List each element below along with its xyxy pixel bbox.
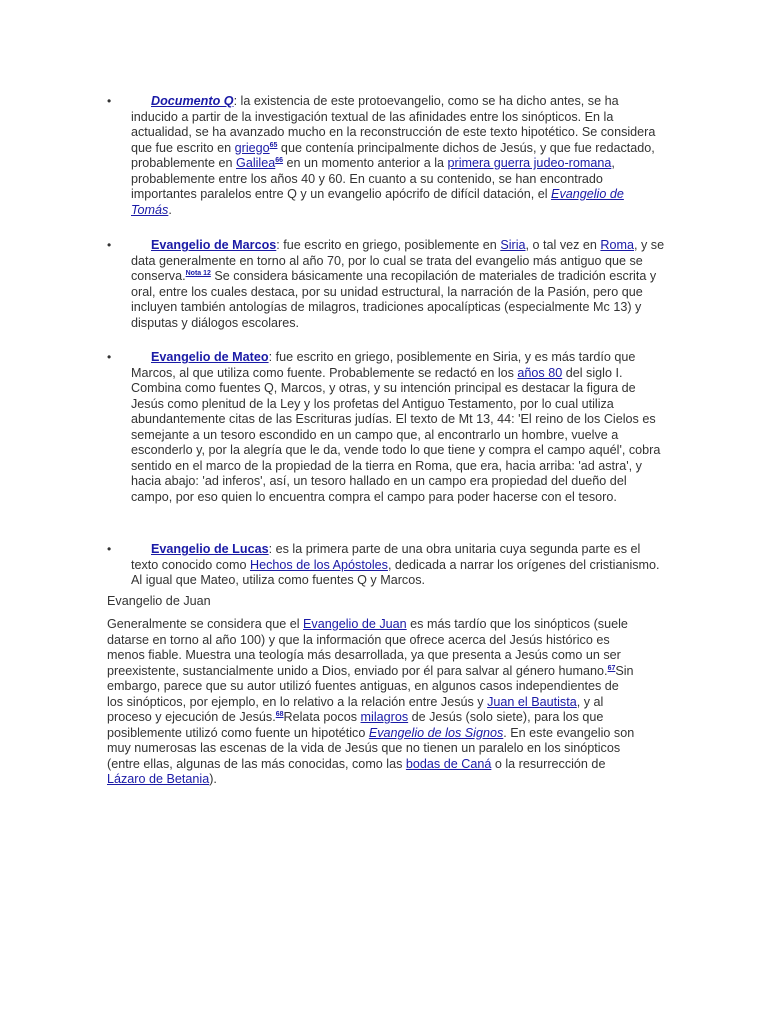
bullet: •	[107, 542, 112, 556]
bullet: •	[107, 94, 112, 108]
list-item-evangelio-de-marcos	[107, 238, 667, 331]
link-juan-el-bautista[interactable]: Juan el Bautista	[487, 694, 577, 709]
body-paragraph: Generalmente se considera que el Evangelio de Juan es más tardío que los sinópticos (suele datarse en torno al año 100) y que la información que ofrece acerca del Jesús histórico es menos fiable. Muestra una teología más desarrollada, ya que presenta a Jesús como un ser preexistente, sustancialmente unido a Dios, enviado por él para salvar al género humano.$^{67}$Sin embargo, parece que su autor utilizó fuentes antiguas, en algunos casos independientes de los sinópticos, por ejemplo, en lo relativo a la relación entre Jesús y Juan el Bautista, y al proceso y ejecución de Jesús.$^{68}$Relata pocos milagros de Jesús (solo siete), para los que posiblemente utilizó como fuente un hipotético Evangelio de los Signos. En este evangelio son muy numerosas las escenas de la vida de Jesús que no tienen un paralelo en los sinópticos (entre ellas, algunas de las más conocidas, como las bodas de Caná o la resurrección de Lázaro de Betania).	[107, 617, 635, 786]
bullet: •	[107, 350, 112, 364]
list-item-documento-q	[107, 94, 667, 218]
footnote-ref[interactable]: 66	[275, 157, 284, 164]
link-milagros[interactable]: milagros	[360, 710, 409, 724]
list-item-evangelio-de-mateo	[107, 350, 667, 505]
footnote-ref[interactable]: 65	[269, 141, 278, 149]
bullet: •	[107, 238, 112, 252]
link-evangelio-de-mateo[interactable]: Evangelio de Mateo	[151, 350, 269, 364]
link-primera-guerra-judeo-romana[interactable]: primera guerra judeo-romana	[447, 156, 612, 170]
link-siria[interactable]: Siria	[500, 238, 526, 252]
list-item-text: Evangelio de Lucas: es la primera parte de una obra unitaria cuya segunda parte es el texto conocido como Hechos de los Apóstoles, dedicada a narrar los orígenes del cristianismo. Al igual que Mateo, utiliza como fuentes Q y Marcos.	[131, 542, 660, 587]
section-heading: Evangelio de Juan	[107, 594, 211, 608]
link-hechos-de-los-apostoles[interactable]: Hechos de los Apóstoles	[250, 557, 388, 572]
link-roma[interactable]: Roma	[600, 238, 635, 252]
list-item-text: Documento Q: la existencia de este protoevangelio, como se ha dicho antes, se ha inducido a partir de la investigación textual de las afinidades entre los sinópticos. En la actualidad, se ha avanzado mucho en la reconstrucción de este texto hipotético. Se considera que fue escrito en griego$^{65}$ que contenía principalmente dichos de Jesús, y que fue redactado, probablemente en Galilea$^{66}$ en un momento anterior a la primera guerra judeo-romana, probablemente entre los años 40 y 60. En cuanto a su contenido, se han encontrado importantes paralelos entre Q y un evangelio apócrifo de difícil datación, el Evangelio de Tomás.	[131, 94, 656, 217]
link-evangelio-de-los-signos[interactable]: Evangelio de los Signos	[368, 725, 504, 740]
link-documento-q[interactable]: Documento Q	[151, 94, 234, 108]
list-item-text: Evangelio de Mateo: fue escrito en griego, posiblemente en Siria, y es más tardío que Marcos, al que utiliza como fuente. Probablemente se redactó en los años 80 del siglo I. Combina como fuentes Q, Marcos, y otras, y su intención principal es destacar la figura de Jesús como plenitud de la Ley y los profetas del Antiguo Testamento, por lo cual utiliza abundantemente citas de las Escrituras judías. El texto de Mt 13, 44: 'El reino de los Cielos es semejante a un tesoro escondido en un campo que, al encontrarlo un hombre, vuelve a esconderlo y, por la alegría que le da, vende todo lo que tiene y compra el campo aquél', cobra sentido en el marco de la propiedad de la tierra en Roma, que era, hacia arriba: 'ad astra', y hacia abajo: 'ad inferos', así, un tesoro hallado en un campo era propiedad del dueño del campo, por eso quien lo encuentra compra el campo para poder hacerse con el tesoro.	[131, 350, 661, 504]
footnote-ref[interactable]: 67	[607, 664, 616, 672]
list-item-text: Evangelio de Marcos: fue escrito en griego, posiblemente en Siria, o tal vez en Roma, y se data generalmente en torno al año 70, por lo cual se trata del evangelio más antiguo que se conserva.$^{Nota 12}$ Se considera básicamente una recopilación de materiales de tradición escrita y oral, entre los cuales destaca, por su unidad estructural, la narración de la Pasión, pero que incluyen también antologías de milagros, tradiciones apocalípticas (especialmente Mc 13) y disputas y diálogos escolares.	[131, 238, 665, 330]
link-evangelio-de-marcos[interactable]: Evangelio de Marcos	[151, 238, 277, 252]
note-ref[interactable]: Nota 12	[185, 270, 211, 277]
link-anos-80[interactable]: años 80	[517, 365, 563, 380]
link-griego[interactable]: griego	[234, 140, 270, 155]
link-bodas-de-cana[interactable]: bodas de Caná	[405, 756, 492, 771]
list-item-evangelio-de-lucas	[107, 542, 667, 589]
link-evangelio-de-juan[interactable]: Evangelio de Juan	[303, 617, 407, 631]
link-evangelio-de-tomas[interactable]: Evangelio de Tomás	[131, 187, 624, 217]
footnote-ref[interactable]: 68	[275, 711, 284, 718]
link-evangelio-de-lucas[interactable]: Evangelio de Lucas	[151, 542, 269, 556]
link-lazaro-de-betania[interactable]: Lázaro de Betania	[107, 772, 210, 786]
link-galilea[interactable]: Galilea	[236, 156, 276, 170]
